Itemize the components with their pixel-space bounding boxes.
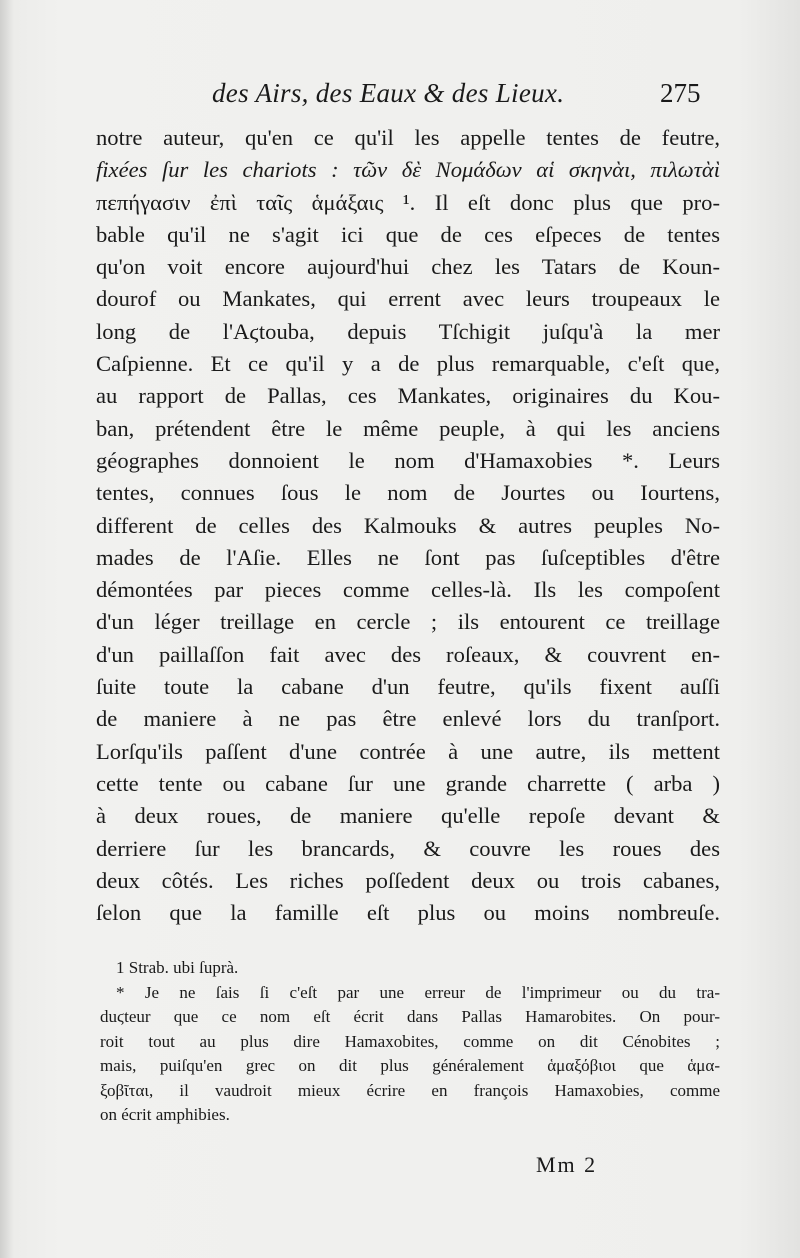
text-line: long de l'Aϛtouba, depuis Tſchigit juſqu'à la mer [96, 318, 720, 344]
footnote-line: * Je ne ſais ſi c'eſt par une erreur de l'imprimeur ou du tra- [116, 982, 720, 1002]
text-line: fixées ſur les chariots : τῶν δὲ Νομάδων αἱ σκηνὰι, πιλωτὰὶ [96, 157, 720, 183]
footnote-line: duϛteur que ce nom eſt écrit dans Pallas Hamarobites. On pour- [100, 1007, 720, 1026]
running-title: des Airs, des Eaux & des Lieux. [212, 78, 565, 108]
footnote-line: mais, puiſqu'en grec on dit plus généralement ἁμαξόβιοι que ἁμα- [100, 1056, 720, 1075]
footnote-line: on écrit amphibies. [100, 1105, 230, 1124]
text-line: cette tente ou cabane ſur une grande charrette ( arba ) [96, 770, 720, 796]
text-line: au rapport de Pallas, ces Mankates, originaires du Kou- [96, 383, 720, 409]
text-line: deux côtés. Les riches poſſedent deux ou trois cabanes, [96, 867, 720, 893]
text-line: πεπήγασιν ἐπὶ ταῖς ἁμάξαις ¹. Il eſt donc plus que pro- [96, 189, 720, 215]
text-line: qu'on voit encore aujourd'hui chez les Tatars de Koun- [96, 254, 720, 280]
text-line: géographes donnoient le nom d'Hamaxobies *. Leurs [96, 447, 720, 473]
text-line: de maniere à ne pas être enlevé lors du tranſport. [96, 706, 720, 732]
text-line: Caſpienne. Et ce qu'il y a de plus remarquable, c'eſt que, [96, 351, 720, 377]
footnotes [100, 956, 720, 1128]
text-line: ſuite toute la cabane d'un feutre, qu'ils fixent auſſi [96, 674, 720, 700]
text-line: démontées par pieces comme celles-là. Ils les compoſent [96, 577, 720, 603]
page-header [0, 78, 800, 118]
text-line: ſelon que la famille eſt plus ou moins nombreuſe. [96, 900, 720, 926]
text-line: Lorſqu'ils paſſent d'une contrée à une autre, ils mettent [96, 738, 720, 764]
signature-mark: Mm 2 [536, 1152, 598, 1177]
footnote-line: ξοβῖται, il vaudroit mieux écrire en françois Hamaxobies, comme [100, 1080, 720, 1100]
text-line: tentes, connues ſous le nom de Jourtes ou Iourtens, [96, 480, 720, 506]
text-line: bable qu'il ne s'agit ici que de ces eſpeces de tentes [96, 221, 720, 247]
text-line: d'un paillaſſon fait avec des roſeaux, & couvrent en- [96, 641, 720, 667]
text-line: derriere ſur les brancards, & couvre les roues des [96, 835, 720, 861]
text-line: d'un léger treillage en cercle ; ils entourent ce treillage [96, 609, 720, 635]
text-line: dourof ou Mankates, qui errent avec leurs troupeaux le [96, 286, 720, 312]
text-line: different de celles des Kalmouks & autres peuples No- [96, 512, 720, 538]
main-text [96, 122, 720, 929]
page-number: 275 [660, 78, 701, 108]
text-line: à deux roues, de maniere qu'elle repoſe devant & [96, 803, 720, 829]
text-line: mades de l'Aſie. Elles ne ſont pas ſuſceptibles d'être [96, 544, 720, 570]
footnote-line: 1 Strab. ubi ſuprà. [116, 958, 239, 977]
footnote-line: roit tout au plus dire Hamaxobites, comme on dit Cénobites ; [100, 1031, 720, 1051]
text-line: ban, prétendent être le même peuple, à qui les anciens [96, 415, 720, 441]
text-line: notre auteur, qu'en ce qu'il les appelle tentes de feutre, [96, 125, 720, 150]
